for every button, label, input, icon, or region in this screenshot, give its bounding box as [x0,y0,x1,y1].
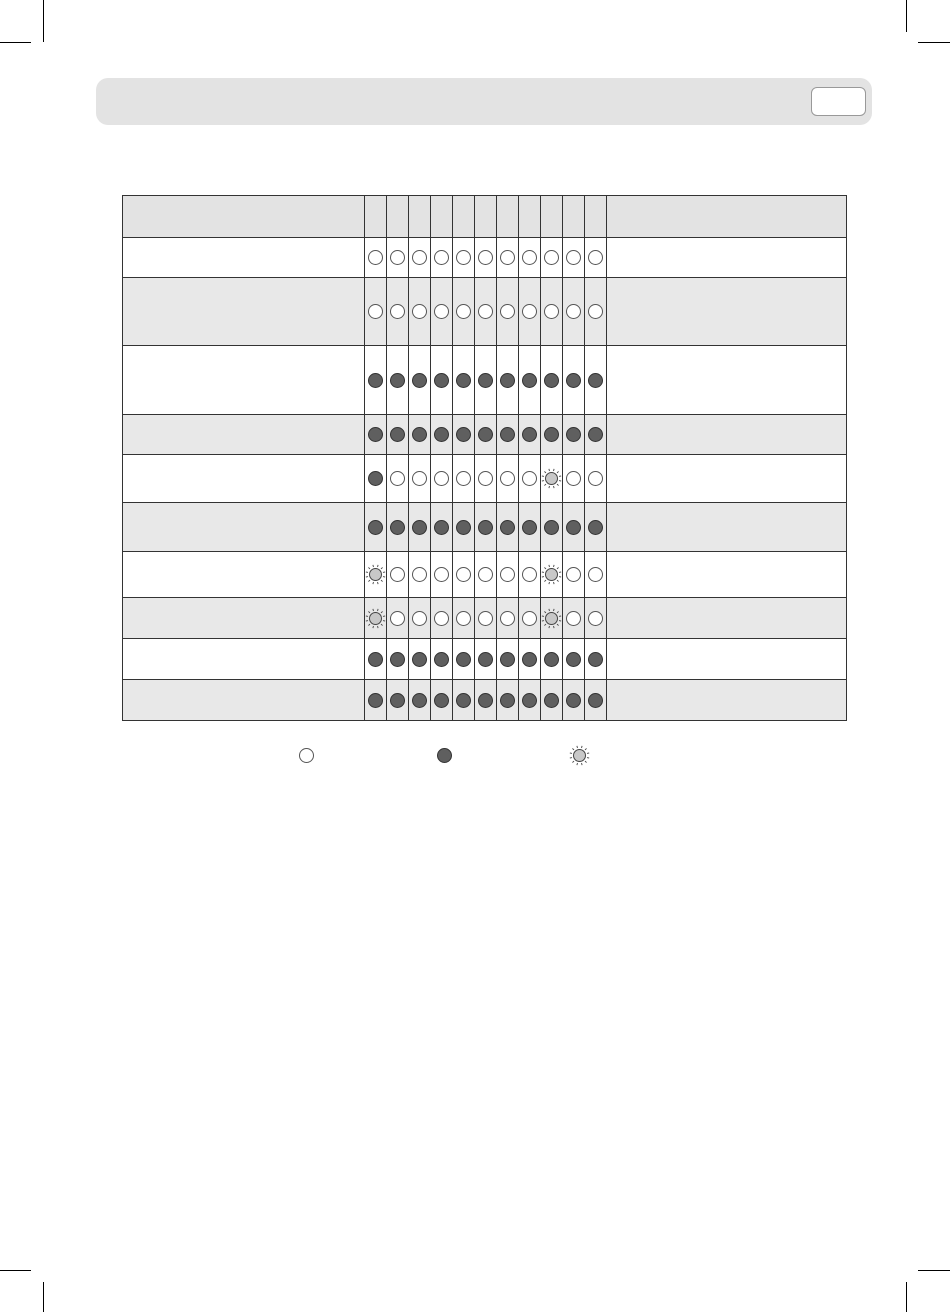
lamp-cell [387,238,409,278]
header-indicator [409,196,431,238]
crop-mark [918,42,950,43]
lamp-cell [585,639,607,680]
lamp-off-icon [478,611,493,626]
section-header-bar [96,78,872,125]
lamp-cell [453,455,475,503]
row-description [123,238,365,278]
lamp-on-icon [500,520,515,535]
lamp-on-icon [544,652,559,667]
lamp-cell [365,503,387,552]
lamp-on-icon [390,373,405,388]
lamp-cell [453,346,475,415]
lamp-cell [563,598,585,639]
lamp-cell [541,455,563,503]
header-indicator [431,196,453,238]
lamp-blinking-icon [541,468,562,489]
lamp-off-icon [390,611,405,626]
lamp-on-icon [412,373,427,388]
lamp-on-icon [588,373,603,388]
lamp-cell [387,598,409,639]
lamp-cell [409,238,431,278]
row-remarks [607,598,847,639]
lamp-off-icon [390,471,405,486]
lamp-cell [431,598,453,639]
lamp-cell [541,278,563,346]
lamp-off-icon [588,567,603,582]
lamp-on-icon [500,373,515,388]
table-row [123,552,847,598]
lamp-cell [541,346,563,415]
lamp-cell [497,552,519,598]
lamp-off-icon [478,304,493,319]
lamp-off-icon [478,471,493,486]
lamp-on-icon [434,652,449,667]
header-indicator [497,196,519,238]
lamp-off-icon [566,471,581,486]
lamp-off-icon [566,611,581,626]
lamp-on-icon [566,373,581,388]
lamp-off-icon [412,250,427,265]
lamp-cell [563,639,585,680]
lamp-off-icon [368,304,383,319]
lamp-on-icon [368,693,383,708]
table-row [123,415,847,455]
lamp-cell [409,639,431,680]
header-indicator [453,196,475,238]
lamp-cell [453,238,475,278]
legend-item-on [437,744,458,766]
lamp-cell [497,598,519,639]
table-header-row [123,196,847,238]
table-body [123,238,847,721]
header-indicator [519,196,541,238]
lamp-on-icon [522,520,537,535]
lamp-cell [519,639,541,680]
lamp-cell [431,552,453,598]
lamp-off-icon [522,567,537,582]
lamp-cell [585,598,607,639]
lamp-cell [409,680,431,721]
lamp-on-icon [588,693,603,708]
lamp-off-icon [478,567,493,582]
lamp-on-icon [544,693,559,708]
lamp-cell [519,680,541,721]
lamp-blinking-icon [365,564,386,585]
row-description [123,503,365,552]
lamp-on-icon [522,693,537,708]
row-description [123,415,365,455]
lamp-cell [387,278,409,346]
lamp-on-icon [456,693,471,708]
lamp-on-icon [500,652,515,667]
legend-item-off [299,744,320,766]
lamp-on-icon [478,520,493,535]
lamp-off-icon [390,304,405,319]
lamp-on-icon [368,373,383,388]
lamp-cell [519,346,541,415]
lamp-on-icon [544,520,559,535]
lamp-cell [409,552,431,598]
lamp-off-icon [544,250,559,265]
row-remarks [607,639,847,680]
lamp-off-icon [588,304,603,319]
lamp-off-icon [412,471,427,486]
lamp-cell [431,238,453,278]
lamp-cell [585,680,607,721]
lamp-off-icon [588,611,603,626]
header-indicator [585,196,607,238]
table-row [123,346,847,415]
lamp-on-icon [456,520,471,535]
lamp-blinking-icon [541,608,562,629]
lamp-off-icon [500,471,515,486]
lamp-cell [365,552,387,598]
lamp-cell [365,346,387,415]
lamp-on-icon [412,652,427,667]
lamp-cell [475,503,497,552]
lamp-off-icon [500,304,515,319]
lamp-cell [519,552,541,598]
lamp-cell [365,455,387,503]
lamp-cell [563,278,585,346]
lamp-off-icon [500,611,515,626]
lamp-cell [519,238,541,278]
lamp-on-icon [522,373,537,388]
lamp-off-icon [566,567,581,582]
header-indicator [365,196,387,238]
row-remarks [607,680,847,721]
lamp-cell [497,639,519,680]
lamp-cell [585,503,607,552]
lamp-cell [497,238,519,278]
lamp-cell [409,455,431,503]
lamp-cell [431,278,453,346]
table-row [123,503,847,552]
lamp-cell [497,346,519,415]
crop-mark [0,42,31,43]
lamp-cell [541,598,563,639]
lamp-on-icon [434,520,449,535]
lamp-cell [475,238,497,278]
lamp-on-icon [478,652,493,667]
lamp-cell [497,278,519,346]
lamp-cell [541,415,563,455]
lamp-cell [387,503,409,552]
row-remarks [607,455,847,503]
lamp-cell [475,346,497,415]
lamp-cell [475,278,497,346]
lamp-on-icon [368,520,383,535]
lamp-off-icon [500,250,515,265]
lamp-on-icon [500,693,515,708]
lamp-cell [563,455,585,503]
lamp-blinking-icon [365,608,386,629]
lamp-cell [475,598,497,639]
lamp-cell [475,415,497,455]
lamp-blinking-icon [569,745,590,766]
lamp-cell [563,680,585,721]
lamp-on-icon [412,693,427,708]
lamp-cell [497,415,519,455]
lamp-on-icon [368,652,383,667]
lamp-cell [475,639,497,680]
lamp-on-icon [478,373,493,388]
lamp-cell [519,455,541,503]
lamp-cell [409,503,431,552]
lamp-off-icon [522,304,537,319]
lamp-on-icon [588,520,603,535]
lamp-on-icon [437,748,452,763]
crop-mark [0,1270,31,1271]
lamp-blinking-icon [541,564,562,585]
lamp-cell [431,415,453,455]
lamp-cell [563,415,585,455]
lamp-cell [431,639,453,680]
lamp-on-icon [434,373,449,388]
lamp-cell [387,415,409,455]
lamp-cell [453,680,475,721]
indicator-status-table [122,195,847,721]
lamp-on-icon [522,652,537,667]
lamp-on-icon [456,652,471,667]
lamp-off-icon [412,304,427,319]
lamp-cell [365,415,387,455]
lamp-cell [519,278,541,346]
lamp-cell [365,680,387,721]
lamp-cell [453,415,475,455]
lamp-cell [563,503,585,552]
crop-mark [43,0,44,42]
lamp-on-icon [566,520,581,535]
table-row [123,639,847,680]
lamp-cell [365,639,387,680]
lamp-on-icon [500,427,515,442]
lamp-on-icon [566,427,581,442]
legend [122,744,846,768]
lamp-cell [365,238,387,278]
lamp-cell [563,552,585,598]
lamp-on-icon [588,427,603,442]
lamp-off-icon [588,250,603,265]
lamp-cell [409,278,431,346]
row-remarks [607,415,847,455]
header-remarks [607,196,847,238]
lamp-cell [585,552,607,598]
lamp-off-icon [456,250,471,265]
lamp-cell [475,455,497,503]
lamp-off-icon [299,748,314,763]
row-description [123,639,365,680]
lamp-off-icon [368,250,383,265]
row-remarks [607,346,847,415]
lamp-cell [541,552,563,598]
crop-mark [906,0,907,32]
lamp-on-icon [566,693,581,708]
header-description [123,196,365,238]
row-description [123,278,365,346]
row-description [123,552,365,598]
lamp-cell [541,238,563,278]
row-remarks [607,552,847,598]
lamp-off-icon [588,471,603,486]
row-remarks [607,278,847,346]
crop-mark [43,1282,44,1312]
lamp-cell [541,639,563,680]
legend-item-blink [569,744,596,766]
lamp-cell [563,238,585,278]
lamp-cell [541,503,563,552]
table-row [123,455,847,503]
header-indicator [387,196,409,238]
lamp-on-icon [412,520,427,535]
lamp-cell [387,680,409,721]
lamp-cell [475,680,497,721]
lamp-cell [585,346,607,415]
table-row [123,680,847,721]
lamp-cell [541,680,563,721]
table-row [123,598,847,639]
lamp-off-icon [522,611,537,626]
page-number-box [811,87,866,116]
lamp-on-icon [390,427,405,442]
lamp-off-icon [566,304,581,319]
lamp-off-icon [434,611,449,626]
lamp-on-icon [390,652,405,667]
lamp-on-icon [566,652,581,667]
lamp-cell [409,598,431,639]
lamp-on-icon [588,652,603,667]
row-description [123,680,365,721]
lamp-cell [409,415,431,455]
lamp-off-icon [434,471,449,486]
lamp-cell [585,415,607,455]
lamp-cell [585,238,607,278]
lamp-cell [387,455,409,503]
row-description [123,346,365,415]
lamp-cell [431,680,453,721]
lamp-off-icon [478,250,493,265]
lamp-cell [519,415,541,455]
lamp-off-icon [544,304,559,319]
lamp-cell [365,598,387,639]
header-indicator [475,196,497,238]
lamp-cell [387,346,409,415]
lamp-off-icon [500,567,515,582]
lamp-on-icon [412,427,427,442]
lamp-off-icon [522,471,537,486]
row-remarks [607,238,847,278]
lamp-on-icon [434,427,449,442]
lamp-cell [431,346,453,415]
lamp-off-icon [390,250,405,265]
row-description [123,598,365,639]
row-description [123,455,365,503]
lamp-on-icon [368,471,383,486]
lamp-off-icon [434,250,449,265]
lamp-off-icon [522,250,537,265]
lamp-cell [519,598,541,639]
lamp-on-icon [390,693,405,708]
lamp-cell [387,639,409,680]
lamp-off-icon [434,567,449,582]
lamp-off-icon [566,250,581,265]
row-remarks [607,503,847,552]
lamp-on-icon [456,373,471,388]
lamp-cell [497,455,519,503]
lamp-on-icon [544,373,559,388]
lamp-off-icon [390,567,405,582]
lamp-cell [431,503,453,552]
lamp-cell [387,552,409,598]
lamp-cell [585,455,607,503]
lamp-off-icon [434,304,449,319]
header-indicator [541,196,563,238]
crop-mark [906,1282,907,1312]
lamp-cell [497,503,519,552]
lamp-cell [497,680,519,721]
lamp-off-icon [456,471,471,486]
lamp-off-icon [412,567,427,582]
crop-mark [918,1270,950,1271]
lamp-cell [585,278,607,346]
lamp-cell [453,503,475,552]
lamp-cell [475,552,497,598]
lamp-on-icon [522,427,537,442]
lamp-on-icon [390,520,405,535]
lamp-cell [563,346,585,415]
lamp-cell [453,639,475,680]
lamp-cell [431,455,453,503]
lamp-on-icon [478,693,493,708]
lamp-off-icon [456,304,471,319]
lamp-off-icon [456,611,471,626]
lamp-on-icon [434,693,449,708]
lamp-on-icon [368,427,383,442]
lamp-cell [453,598,475,639]
lamp-cell [453,552,475,598]
lamp-on-icon [544,427,559,442]
lamp-cell [519,503,541,552]
lamp-on-icon [456,427,471,442]
table-row [123,278,847,346]
header-indicator [563,196,585,238]
lamp-on-icon [478,427,493,442]
lamp-cell [365,278,387,346]
lamp-off-icon [412,611,427,626]
lamp-cell [453,278,475,346]
table-row [123,238,847,278]
lamp-cell [409,346,431,415]
lamp-off-icon [456,567,471,582]
